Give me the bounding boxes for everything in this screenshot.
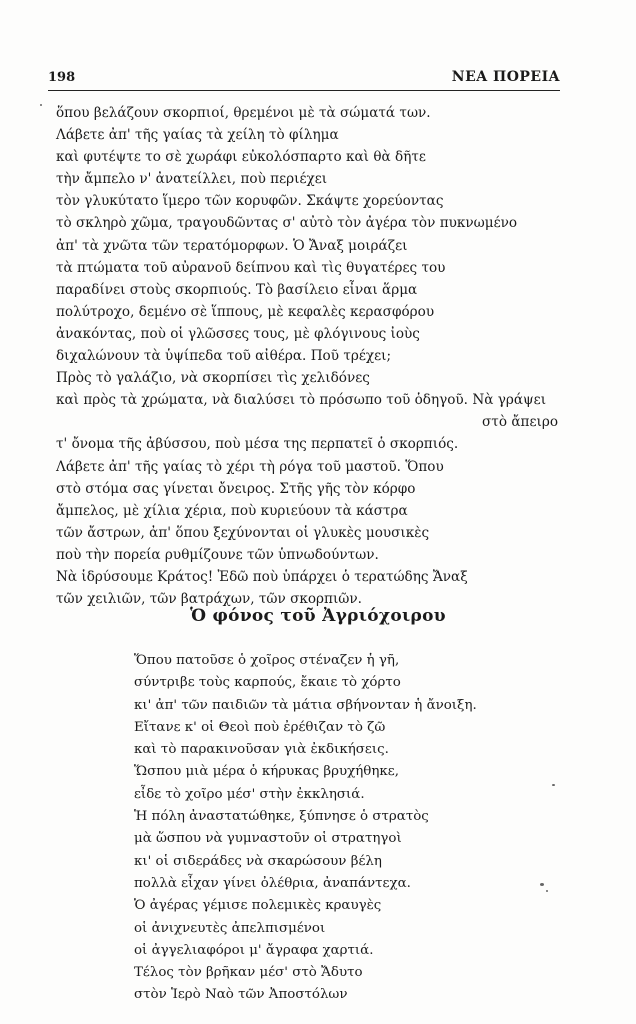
- poem-line: καὶ τὸ παρακινοῦσαν γιὰ ἐκδικήσεις.: [134, 742, 389, 758]
- poem-line: Ὅπου πατοῦσε ὁ χοῖρος στέναζεν ἡ γῆ,: [134, 653, 400, 668]
- poem-line: κι' οἱ σιδεράδες νὰ σκαρώσουν βέλη: [134, 853, 382, 869]
- poem-line: οἱ ἀνιχνευτὲς ἀπελπισμένοι: [134, 920, 326, 936]
- poem-line: εἶδε τὸ χοῖρο μέσ' στὴν ἐκκλησιά.: [134, 786, 365, 802]
- poem-line: πολλὰ εἶχαν γίνει ὀλέθρια, ἀναπάντεχα.: [134, 875, 411, 891]
- poem-line: τὸν γλυκύτατο ἵμερο τῶν κορυφῶν. Σκάψτε χορεύοντας: [56, 193, 444, 210]
- scan-speck: [40, 104, 42, 106]
- scan-speck: [540, 883, 544, 886]
- poem-line: Πρὸς τὸ γαλάζιο, νὰ σκορπίσει τὶς χελιδόνες: [56, 370, 370, 387]
- scan-speck: [552, 784, 555, 786]
- poem-line: καὶ φυτέψτε το σὲ χωράφι εὐκολόσπαρτο καὶ θὰ δῆτε: [56, 149, 426, 166]
- page-number: 198: [48, 70, 76, 85]
- poem-line: τῶν ἄστρων, ἀπ' ὅπου ξεχύνονται οἱ γλυκὲς μουσικὲς: [56, 524, 430, 541]
- poem-line: Ὁ ἀγέρας γέμισε πολεμικὲς κραυγὲς: [134, 898, 382, 914]
- poem-line: στὸ στόμα σας γίνεται ὄνειρος. Στῆς γῆς τὸν κόρφο: [56, 480, 416, 497]
- poem-line: ἄμπελος, μὲ χίλια χέρια, ποὺ κυριεύουν τὰ κάστρα: [56, 502, 408, 519]
- poem-line: ὅπου βελάζουν σκορπιοί, θρεμένοι μὲ τὰ σώματά των.: [56, 105, 431, 121]
- poem-line: Εἴτανε κ' οἱ Θεοὶ ποὺ ἐρέθιζαν τὸ ζῶ: [134, 719, 386, 735]
- poem-line: καὶ πρὸς τὰ χρώματα, νὰ διαλύσει τὸ πρόσωπο τοῦ ὁδηγοῦ. Νὰ γράψει: [56, 392, 547, 409]
- poem-line: τὰ πτώματα τοῦ αὐρανοῦ δείπνου καὶ τὶς θυγατέρες του: [56, 259, 446, 276]
- poem-line: τῶν χειλιῶν, τῶν βατράχων, τῶν σκορπιῶν.: [56, 591, 362, 608]
- poem-line: ποὺ τὴν πορεία ρυθμίζουνε τῶν ὑπνωδούντων.: [56, 546, 379, 563]
- poem-line: οἱ ἀγγελιαφόροι μ' ἄγραφα χαρτιά.: [134, 942, 374, 958]
- poem-line: Νὰ ἱδρύσουμε Κράτος! Ἐδῶ ποὺ ὑπάρχει ὁ τερατώδης Ἄναξ: [56, 568, 468, 585]
- poem-line: Λάβετε ἀπ' τῆς γαίας τὰ χείλη τὸ φίλημα: [56, 127, 339, 144]
- poem-line: τὴν ἄμπελο ν' ἀνατείλλει, ποὺ περιέχει: [56, 171, 328, 188]
- poem-line: Λάβετε ἀπ' τῆς γαίας τὸ χέρι τὴ ρόγα τοῦ μαστοῦ. Ὅπου: [56, 458, 444, 475]
- poem-line: παραδίνει στοὺς σκορπιούς. Τὸ βασίλειο εἶναι ἅρμα: [56, 281, 418, 298]
- poem-title: Ὁ φόνος τοῦ Ἀγριόχοιρου: [190, 606, 446, 626]
- poem-line: Ἡ πόλη ἀναστατώθηκε, ξύπνησε ὁ στρατὸς: [134, 809, 429, 825]
- poem-line: στὸν Ἱερὸ Ναὸ τῶν Ἀποστόλων: [134, 987, 348, 1003]
- running-title: ΝΕΑ ΠΟΡΕΙΑ: [451, 69, 560, 85]
- poem-line: Τέλος τὸν βρῆκαν μέσ' στὸ Ἄδυτο: [134, 965, 363, 981]
- poem-line-continuation: στὸ ἄπειρο: [482, 414, 558, 431]
- poem-body: [134, 650, 574, 1007]
- poem-line: τ' ὄνομα τῆς ἀβύσσου, ποὺ μέσα της περπατεῖ ὁ σκορπιός.: [56, 436, 459, 453]
- poem-line: πολύτροχο, δεμένο σὲ ἵππους, μὲ κεφαλὲς κερασφόρου: [56, 303, 435, 320]
- poem-continuation: [56, 102, 576, 610]
- poem-line: σύντριβε τοὺς καρπούς, ἔκαιε τὸ χόρτο: [134, 675, 401, 691]
- poem-line: ἀπ' τὰ χνῶτα τῶν τερατόμορφων. Ὁ Ἄναξ μοιράζει: [56, 237, 408, 254]
- poem-line: τὸ σκληρὸ χῶμα, τραγουδῶντας σ' αὐτὸ τὸν ἀγέρα τὸν πυκνωμένο: [56, 215, 518, 232]
- poem-line: ἀνακόντας, ποὺ οἱ γλῶσσες τους, μὲ φλόγινους ἰοὺς: [56, 325, 420, 342]
- poem-line: μὰ ὥσπου νὰ γυμναστοῦν οἱ στρατηγοὶ: [134, 831, 402, 847]
- scan-speck: [546, 890, 548, 892]
- poem-line: διχαλώνουν τὰ ὑψίπεδα τοῦ αἰθέρα. Ποῦ τρέχει;: [56, 348, 392, 365]
- poem-line: κι' ἀπ' τῶν παιδιῶν τὰ μάτια σβήνονταν ἡ ἄνοιξη.: [134, 697, 477, 713]
- page-header: [48, 68, 560, 91]
- poem-line: Ὥσπου μιὰ μέρα ὁ κήρυκας βρυχήθηκε,: [134, 764, 399, 780]
